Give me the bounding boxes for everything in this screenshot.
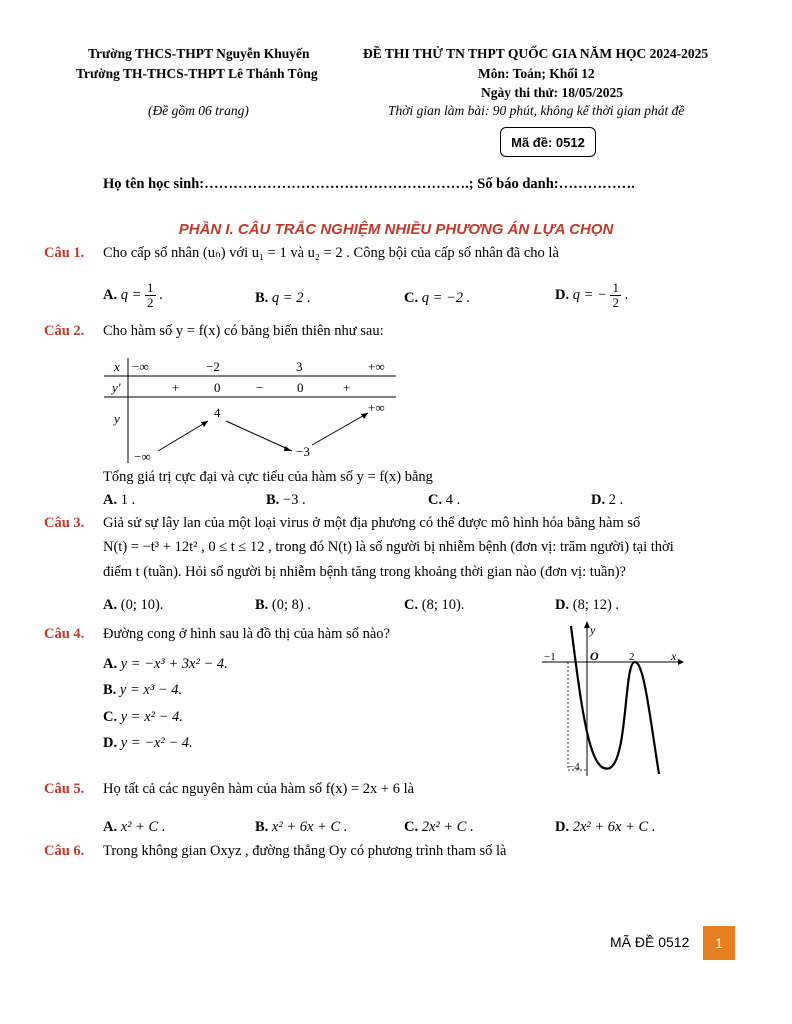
choice-letter: A. bbox=[103, 492, 118, 508]
choice-letter: B. bbox=[255, 597, 269, 613]
choice-text: y = x² − 4. bbox=[120, 709, 183, 725]
q2-choice-b[interactable] bbox=[266, 492, 306, 509]
q3-label: Câu 3. bbox=[44, 515, 85, 531]
q3-text-line2: N(t) = −t³ + 12t² , 0 ≤ t ≤ 12 , trong đó N(t) là số người bị nhiễm bệnh (đơn vị: trăm người) tại thời bbox=[103, 539, 674, 555]
q6-text: Trong không gian Oxyz , đường thẳng Oy có phương trình tham số là bbox=[103, 843, 507, 859]
table-x-value: −2 bbox=[206, 359, 220, 374]
choice-text: q = − bbox=[572, 286, 607, 303]
q5-choice-a[interactable] bbox=[103, 819, 165, 836]
page-number: 1 bbox=[703, 926, 735, 960]
q2-followup: Tổng giá trị cực đại và cực tiểu của hàm số y = f(x) bằng bbox=[103, 469, 433, 485]
fraction-numerator: 1 bbox=[612, 280, 619, 295]
choice-text: 2x² + C . bbox=[421, 819, 474, 835]
choice-text: (0; 10). bbox=[120, 597, 164, 613]
table-sign: 0 bbox=[297, 380, 304, 395]
exam-code-box: Mã đề: 0512 bbox=[500, 127, 596, 157]
graph-y-axis-label: y bbox=[590, 623, 596, 637]
variation-table bbox=[100, 355, 400, 467]
choice-letter: C. bbox=[404, 819, 419, 835]
q4-choice-a[interactable] bbox=[103, 656, 228, 673]
exam-date: Ngày thi thử: 18/05/2025 bbox=[481, 85, 623, 100]
table-yprime-label: y′ bbox=[112, 380, 121, 395]
choice-letter: D. bbox=[555, 819, 570, 835]
choice-letter: D. bbox=[591, 492, 606, 508]
q1-label: Câu 1. bbox=[44, 245, 85, 261]
footer-exam-code: MÃ ĐỀ 0512 bbox=[610, 934, 690, 950]
choice-end: . bbox=[159, 286, 163, 303]
table-y-label: y bbox=[114, 411, 120, 426]
choice-text: 2x² + 6x + C . bbox=[572, 819, 656, 835]
q5-choice-d[interactable] bbox=[555, 819, 655, 836]
choice-letter: B. bbox=[255, 290, 269, 306]
q3-choice-d[interactable] bbox=[555, 597, 619, 614]
choice-letter: C. bbox=[404, 290, 419, 306]
table-y-value: −∞ bbox=[134, 449, 151, 464]
q5-label: Câu 5. bbox=[44, 781, 85, 797]
q5-choice-c[interactable] bbox=[404, 819, 474, 836]
q3-choice-b[interactable] bbox=[255, 597, 311, 614]
exam-title: ĐỀ THI THỬ TN THPT QUỐC GIA NĂM HỌC 2024-2025 bbox=[363, 46, 709, 61]
choice-letter: B. bbox=[266, 492, 280, 508]
choice-text: y = −x² − 4. bbox=[120, 735, 193, 751]
q1-choice-d[interactable] bbox=[555, 281, 628, 310]
choice-text: y = −x³ + 3x² − 4. bbox=[120, 656, 228, 672]
choice-text: (0; 8) . bbox=[271, 597, 311, 613]
table-sign: 0 bbox=[214, 380, 221, 395]
table-x-value: +∞ bbox=[368, 359, 385, 374]
table-y-value: −3 bbox=[296, 444, 310, 459]
q2-text: Cho hàm số y = f(x) có bảng biến thiên như sau: bbox=[103, 323, 384, 339]
choice-text: 2 . bbox=[608, 492, 624, 508]
q5-choice-b[interactable] bbox=[255, 819, 347, 836]
q1-text: Cho cấp số nhân (uₙ) với u₁ = 1 và u₂ = 2 . Công bội của cấp số nhân đã cho là bbox=[103, 245, 559, 261]
choice-letter: D. bbox=[555, 286, 570, 303]
choice-text: x² + C . bbox=[120, 819, 166, 835]
fraction bbox=[145, 281, 156, 310]
choice-text: q = bbox=[120, 286, 142, 303]
q3-choice-c[interactable] bbox=[404, 597, 464, 614]
graph-x-pos-tick: 2 bbox=[629, 651, 635, 663]
q1-choice-b[interactable] bbox=[255, 290, 311, 307]
table-y-value: +∞ bbox=[368, 400, 385, 415]
table-sign: + bbox=[343, 380, 351, 395]
q2-choice-d[interactable] bbox=[591, 492, 623, 509]
q5-text: Họ tất cả các nguyên hàm của hàm số f(x) = 2x + 6 là bbox=[103, 781, 415, 797]
table-x-value: −∞ bbox=[132, 359, 149, 374]
fraction-denominator: 2 bbox=[612, 295, 619, 310]
q4-choice-b[interactable] bbox=[103, 682, 182, 699]
student-info-line: Họ tên học sinh:……………………………………………….; Số báo danh:……………. bbox=[103, 176, 635, 192]
q4-choice-d[interactable] bbox=[103, 735, 193, 752]
choice-text: (8; 12) . bbox=[572, 597, 620, 613]
q6-label: Câu 6. bbox=[44, 843, 85, 859]
table-x-value: 3 bbox=[296, 359, 303, 374]
choice-letter: D. bbox=[103, 735, 118, 751]
school-name-2: Trường TH-THCS-THPT Lê Thánh Tông bbox=[76, 66, 318, 81]
choice-letter: A. bbox=[103, 597, 118, 613]
q1-choice-c[interactable] bbox=[404, 290, 470, 307]
q1-choice-a[interactable] bbox=[103, 281, 163, 310]
choice-text: x² + 6x + C . bbox=[271, 819, 348, 835]
choice-letter: B. bbox=[255, 819, 269, 835]
choice-text: (8; 10). bbox=[421, 597, 465, 613]
table-sign: + bbox=[172, 380, 180, 395]
choice-letter: A. bbox=[103, 819, 118, 835]
q2-label: Câu 2. bbox=[44, 323, 85, 339]
choice-text: 1 . bbox=[120, 492, 136, 508]
table-x-label: x bbox=[114, 359, 120, 374]
choice-letter: A. bbox=[103, 656, 118, 672]
q4-choice-c[interactable] bbox=[103, 709, 183, 726]
pages-note: (Đề gồm 06 trang) bbox=[148, 103, 249, 118]
choice-text: −3 . bbox=[282, 492, 306, 508]
fraction-denominator: 2 bbox=[147, 295, 154, 310]
q2-choice-a[interactable] bbox=[103, 492, 135, 509]
subject: Môn: Toán; Khối 12 bbox=[478, 66, 595, 81]
fraction bbox=[610, 281, 621, 310]
table-sign: − bbox=[256, 380, 264, 395]
graph-y-min-tick: −4 bbox=[568, 761, 580, 773]
choice-letter: B. bbox=[103, 682, 117, 698]
graph-x-axis-label: x bbox=[671, 649, 677, 663]
choice-letter: C. bbox=[428, 492, 443, 508]
choice-text: 4 . bbox=[445, 492, 461, 508]
q2-choice-c[interactable] bbox=[428, 492, 460, 509]
q3-text-line3: điểm t (tuần). Hỏi số người bị nhiễm bệnh tăng trong khoảng thời gian nào (đơn vị: tuần)? bbox=[103, 564, 626, 580]
graph-origin-label: O bbox=[590, 649, 599, 663]
choice-text: y = x³ − 4. bbox=[119, 682, 183, 698]
choice-letter: C. bbox=[103, 709, 118, 725]
q4-text: Đường cong ở hình sau là đồ thị của hàm số nào? bbox=[103, 626, 390, 642]
q4-label: Câu 4. bbox=[44, 626, 85, 642]
choice-letter: A. bbox=[103, 286, 118, 303]
school-name-1: Trường THCS-THPT Nguyễn Khuyến bbox=[88, 46, 310, 61]
graph-x-neg-tick: −1 bbox=[544, 651, 556, 663]
fraction-numerator: 1 bbox=[147, 280, 154, 295]
part-title: PHẦN I. CÂU TRẮC NGHIỆM NHIỀU PHƯƠNG ÁN LỰA CHỌN bbox=[178, 221, 614, 238]
q3-choice-a[interactable] bbox=[103, 597, 163, 614]
choice-end: . bbox=[624, 286, 629, 303]
q3-text-line1: Giả sử sự lây lan của một loại virus ở một địa phương có thể được mô hình hóa bằng hàm số bbox=[103, 515, 641, 531]
time-note: Thời gian làm bài: 90 phút, không kể thời gian phát đề bbox=[388, 103, 685, 118]
choice-letter: C. bbox=[404, 597, 419, 613]
choice-text: q = −2 . bbox=[421, 290, 471, 306]
table-y-value: 4 bbox=[214, 405, 221, 420]
choice-letter: D. bbox=[555, 597, 570, 613]
cubic-graph bbox=[538, 618, 686, 778]
choice-text: q = 2 . bbox=[271, 290, 311, 306]
